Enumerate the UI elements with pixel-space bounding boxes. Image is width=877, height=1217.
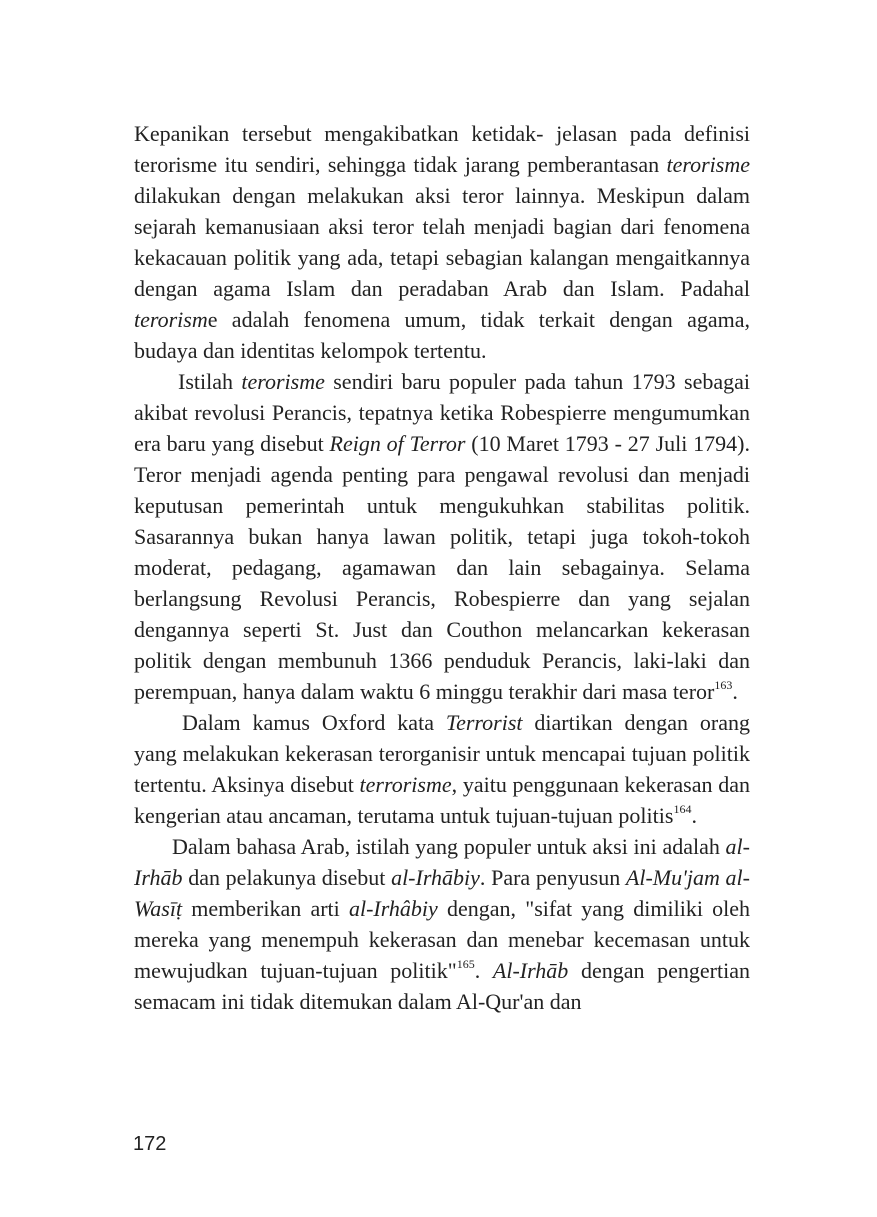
- italic-term: Terrorist: [445, 710, 523, 735]
- text-run: e adalah fenomena umum, tidak terkait dengan agama, budaya dan identitas kelompok tertentu.: [134, 307, 750, 363]
- text-run: . Para penyusun: [479, 865, 626, 890]
- italic-term: terorism: [134, 307, 208, 332]
- page-number: 172: [133, 1133, 167, 1155]
- text-run: dilakukan dengan melakukan aksi teror lainnya. Meskipun dalam sejarah kemanusiaan aksi teror telah menjadi bagian dari fenomena kekacauan politik yang ada, tetapi sebagian kalangan mengaitkannya dengan agama Islam dan peradaban Arab dan Islam. Padahal: [134, 183, 750, 301]
- paragraph-2: [134, 366, 750, 707]
- text-run: (10 Maret 1793 - 27 Juli 1794). Teror menjadi agenda penting para pengawal revolusi dan menjadi keputusan pemerintah untuk mengukuhkan stabilitas politik. Sasarannya bukan hanya lawan politik, tetapi juga tokoh-tokoh moderat, pedagang, agamawan dan lain sebagainya. Selama berlangsung Revolusi Perancis, Robespierre dan yang sejalan dengannya seperti St. Just dan Couthon melancarkan kekerasan politik dengan membunuh 1366 penduduk Perancis, laki-laki dan perempuan, hanya dalam waktu 6 minggu terakhir dari masa teror: [134, 431, 751, 704]
- paragraph-3: [134, 707, 750, 831]
- italic-term: Reign of Terror: [329, 431, 466, 456]
- text-run: memberikan arti: [182, 896, 349, 921]
- text-run: Istilah: [178, 369, 242, 394]
- text-run: dengan pengertian semacam ini tidak ditemukan dalam Al-Qur'an dan: [134, 958, 750, 1014]
- italic-term: terorisme: [241, 369, 325, 394]
- paragraph-1: [134, 118, 750, 366]
- text-run: , yaitu penggunaan kekerasan dan kengerian atau ancaman, terutama untuk tujuan-tujuan politis: [134, 772, 750, 828]
- text-run: dengan, "sifat yang dimiliki oleh mereka yang menempuh kekerasan dan menebar kecemasan untuk mewujudkan tujuan-tujuan politik": [134, 896, 751, 983]
- text-run: diartikan dengan orang yang melakukan kekerasan terorganisir untuk mencapai tujuan politik tertentu. Aksinya disebut: [134, 710, 751, 797]
- footnote-ref: 165: [456, 957, 475, 971]
- text-run: .: [474, 958, 493, 983]
- text-run: .: [691, 803, 697, 828]
- italic-term: al-Irhābiy: [391, 865, 480, 890]
- paragraph-4: [134, 831, 750, 1017]
- italic-term: terrorisme: [359, 772, 452, 797]
- text-run: Dalam kamus Oxford kata: [182, 710, 446, 735]
- italic-term: Al-Mu'jam al-Wasīṭ: [134, 865, 750, 921]
- text-run: Kepanikan tersebut mengakibatkan ketidak- jelasan pada definisi terorisme itu sendiri, sehingga tidak jarang pemberantasan: [134, 121, 750, 177]
- text-run: sendiri baru populer pada tahun 1793 sebagai akibat revolusi Perancis, tepatnya ketika Robespierre mengumumkan era baru yang disebut: [134, 369, 750, 456]
- italic-term: al-Irhāb: [134, 834, 750, 890]
- page-body: [134, 118, 750, 1017]
- italic-term: Al-Irhāb: [492, 958, 569, 983]
- footnote-ref: 164: [673, 802, 692, 816]
- italic-term: al-Irhâbiy: [348, 896, 438, 921]
- italic-term: terorisme: [666, 152, 750, 177]
- text-run: Dalam bahasa Arab, istilah yang populer untuk aksi ini adalah: [172, 834, 726, 859]
- footnote-ref: 163: [714, 678, 733, 692]
- text-run: .: [732, 679, 738, 704]
- text-run: dan pelakunya disebut: [182, 865, 392, 890]
